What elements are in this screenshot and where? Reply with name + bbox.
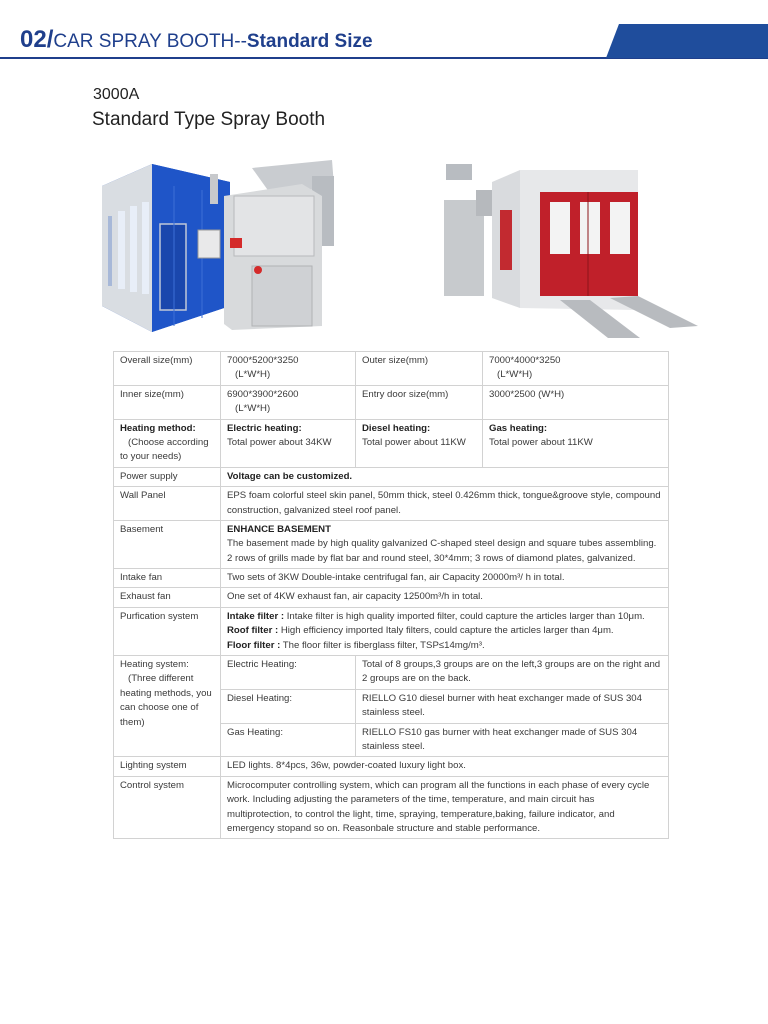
- control-label: Control system: [114, 776, 221, 839]
- intake-filter-title: Intake filter :: [227, 610, 285, 622]
- intake-fan-label: Intake fan: [114, 569, 221, 588]
- outer-size-number: 7000*4000*3250: [489, 355, 561, 366]
- table-row: [114, 520, 669, 568]
- heating-method-label: [114, 419, 221, 467]
- table-row: [114, 352, 669, 386]
- section-number: 02/: [20, 26, 54, 53]
- exhaust-fan-label: Exhaust fan: [114, 588, 221, 607]
- power-supply-value: Voltage can be customized.: [221, 467, 669, 486]
- outer-size-label: Outer size(mm): [356, 352, 483, 386]
- gas-heating-value: Total power about 11KW: [489, 436, 593, 448]
- roof-filter-text: High efficiency imported Italy filters, could capture the articles larger than 4μm.: [280, 625, 614, 637]
- electric-heating-cell: [221, 419, 356, 467]
- basement-label: Basement: [114, 520, 221, 568]
- spec-table: [113, 351, 669, 839]
- heating-system-label: [114, 656, 221, 757]
- table-row: [114, 588, 669, 607]
- gas-heating-cell: [483, 419, 669, 467]
- diesel-heating-detail: RIELLO G10 diesel burner with heat exchanger made of SUS 304 stainless steel.: [356, 689, 669, 723]
- purification-value: [221, 607, 669, 655]
- diesel-heating-title: Diesel heating:: [362, 422, 431, 434]
- header-accent-tab: [606, 24, 768, 58]
- lighting-value: LED lights. 8*4pcs, 36w, powder-coated luxury light box.: [221, 757, 669, 776]
- page-header: [0, 0, 768, 60]
- power-supply-label: Power supply: [114, 467, 221, 486]
- entry-door-label: Entry door size(mm): [356, 385, 483, 419]
- inner-size-value: [221, 385, 356, 419]
- intake-filter-text: Intake filter is high quality imported filter, could capture the articles larger than 10μm.: [286, 610, 645, 622]
- outer-size-value: [483, 352, 669, 386]
- electric-heating-detail: Total of 8 groups,3 groups are on the left,3 groups are on the right and 2 groups are on the back.: [356, 656, 669, 690]
- overall-size-unit: (L*W*H): [235, 369, 271, 381]
- purification-label: Purfication system: [114, 607, 221, 655]
- control-value: Microcomputer controlling system, which can program all the functions in each phase of every cycle work. Including adjusting the parameters of the time, temperature, and main circuit has multiprotection, to control the light, time, spraying, temperature,baking, failure indicator, and emergency stopand so on. Reasonbale structure and stable performance.: [221, 776, 669, 839]
- floor-filter-text: The floor filter is fiberglass filter, TSP≤14mg/m³.: [282, 639, 485, 651]
- electric-heating-label: Electric Heating:: [221, 656, 356, 690]
- section-title-text: CAR SPRAY BOOTH--: [53, 31, 247, 52]
- outer-size-unit: (L*W*H): [497, 369, 533, 381]
- table-row: [114, 467, 669, 486]
- overall-size-label: Overall size(mm): [114, 352, 221, 386]
- overall-size-value: [221, 352, 356, 386]
- inner-size-number: 6900*3900*2600: [227, 388, 299, 400]
- table-row: [114, 776, 669, 839]
- basement-title: ENHANCE BASEMENT: [227, 523, 331, 535]
- wall-panel-value: EPS foam colorful steel skin panel, 50mm thick, steel 0.426mm thick, tongue&groove style, compound construction, galvanized steel roof panel.: [221, 487, 669, 521]
- gas-heating-label: Gas Heating:: [221, 723, 356, 757]
- heating-method-note: (Choose according to your needs): [120, 436, 209, 463]
- electric-heating-value: Total power about 34KW: [227, 436, 332, 448]
- table-row: [114, 385, 669, 419]
- heating-system-title: Heating system:: [120, 659, 189, 671]
- exhaust-fan-value: One set of 4KW exhaust fan, air capacity 12500m³/h in total.: [221, 588, 669, 607]
- section-subtitle: Standard Size: [246, 31, 373, 52]
- electric-heating-title: Electric heating:: [227, 422, 302, 434]
- overall-size-number: 7000*5200*3250: [227, 355, 299, 366]
- table-row: [114, 607, 669, 655]
- inner-size-unit: (L*W*H): [235, 403, 271, 415]
- table-row: [114, 656, 669, 690]
- roof-filter-title: Roof filter :: [227, 625, 279, 637]
- basement-value: [221, 520, 669, 568]
- heating-method-title: Heating method:: [120, 422, 196, 434]
- floor-filter-title: Floor filter :: [227, 639, 281, 651]
- lighting-label: Lighting system: [114, 757, 221, 776]
- inner-size-label: Inner size(mm): [114, 385, 221, 419]
- model-name: Standard Type Spray Booth: [92, 109, 326, 130]
- intake-fan-value: Two sets of 3KW Double-intake centrifugal fan, air Capacity 20000m³/ h in total.: [221, 569, 669, 588]
- table-row: [114, 569, 669, 588]
- table-row: [114, 757, 669, 776]
- booth-photo-blue: [102, 156, 342, 332]
- diesel-heating-cell: [356, 419, 483, 467]
- gas-heating-title: Gas heating:: [489, 422, 548, 434]
- heating-system-note: (Three different heating methods, you can choose one of them): [120, 673, 212, 728]
- diesel-heating-label: Diesel Heating:: [221, 689, 356, 723]
- table-row: [114, 487, 669, 521]
- model-code: 3000A: [93, 86, 140, 103]
- booth-photo-red: [440, 160, 698, 340]
- entry-door-value: 3000*2500 (W*H): [483, 385, 669, 419]
- gas-heating-detail: RIELLO FS10 gas burner with heat exchanger made of SUS 304 stainless steel.: [356, 723, 669, 757]
- section-title: [20, 26, 373, 54]
- diesel-heating-value: Total power about 11KW: [362, 436, 466, 448]
- table-row: [114, 419, 669, 467]
- wall-panel-label: Wall Panel: [114, 487, 221, 521]
- basement-text: The basement made by high quality galvanized C-shaped steel design and square tubes assembling. 2 rows of grills made by flat bar and round steel, 30*4mm; 3 rows of diamond plates, galvanized.: [227, 538, 657, 564]
